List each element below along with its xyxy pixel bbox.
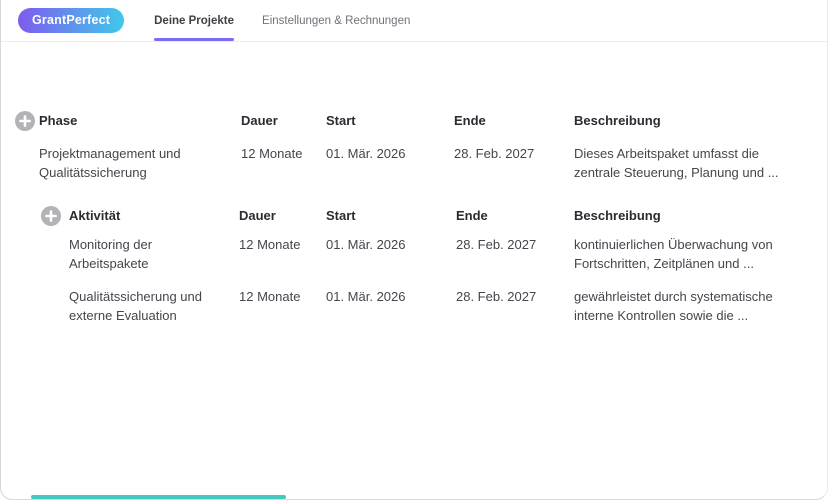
add-phase-button[interactable] [15, 111, 35, 131]
add-aktivitaet-button[interactable] [41, 206, 61, 226]
phase-dauer: 12 Monate [241, 146, 303, 161]
aktivitaet-ende: 28. Feb. 2027 [456, 289, 537, 304]
phase-start: 01. Mär. 2026 [326, 146, 406, 161]
phase-beschreibung: Dieses Arbeitspaket umfasst die zentrale Steuerung, Planung und ... [574, 146, 779, 180]
akt-col-header-start: Start [326, 208, 356, 223]
akt-col-header-aktivitaet: Aktivität [69, 208, 121, 223]
tab-einstellungen-rechnungen[interactable] [248, 0, 424, 41]
plus-circle-icon [41, 214, 61, 229]
aktivitaet-name: Qualitätssicherung und externe Evaluation [69, 289, 202, 323]
phase-row [39, 144, 799, 182]
aktivitaet-ende: 28. Feb. 2027 [456, 237, 537, 252]
phase-col-header-phase: Phase [39, 113, 78, 128]
tab-deine-projekte-label: Deine Projekte [154, 14, 235, 27]
top-bar [1, 0, 827, 42]
aktivitaet-dauer: 12 Monate [239, 237, 301, 252]
tab-einstellungen-rechnungen-label: Einstellungen & Rechnungen [262, 14, 411, 27]
aktivitaet-beschreibung: gewährleistet durch systematische interne Kontrollen sowie die ... [574, 289, 773, 323]
aktivitaet-name: Monitoring der Arbeitspakete [69, 237, 153, 271]
phase-table-header [39, 113, 799, 128]
aktivitaet-table-header [69, 208, 799, 223]
aktivitaet-beschreibung: kontinuierlichen Überwachung von Fortschritten, Zeitplänen und ... [574, 237, 773, 271]
aktivitaet-start: 01. Mär. 2026 [326, 289, 406, 304]
phase-name: Projektmanagement und Qualitätssicherung [39, 146, 181, 180]
aktivitaet-dauer: 12 Monate [239, 289, 301, 304]
akt-col-header-beschreibung: Beschreibung [574, 208, 661, 223]
phase-col-header-ende: Ende [454, 113, 486, 128]
plus-circle-icon [15, 119, 35, 134]
phase-table [39, 113, 799, 325]
main-nav [140, 0, 424, 41]
brand-logo[interactable] [18, 8, 124, 33]
active-tab-underline [154, 38, 234, 41]
akt-col-header-ende: Ende [456, 208, 488, 223]
aktivitaet-start: 01. Mär. 2026 [326, 237, 406, 252]
tab-deine-projekte[interactable] [140, 0, 248, 41]
aktivitaet-row [69, 287, 799, 325]
phase-ende: 28. Feb. 2027 [454, 146, 535, 161]
brand-logo-label: GrantPerfect [32, 13, 111, 27]
akt-col-header-dauer: Dauer [239, 208, 276, 223]
phase-col-header-start: Start [326, 113, 356, 128]
phase-col-header-dauer: Dauer [241, 113, 278, 128]
project-plan-content [1, 42, 827, 325]
horizontal-scrollbar-thumb[interactable] [31, 495, 286, 499]
aktivitaet-row [69, 235, 799, 273]
aktivitaet-table [69, 208, 799, 325]
phase-col-header-beschreibung: Beschreibung [574, 113, 661, 128]
